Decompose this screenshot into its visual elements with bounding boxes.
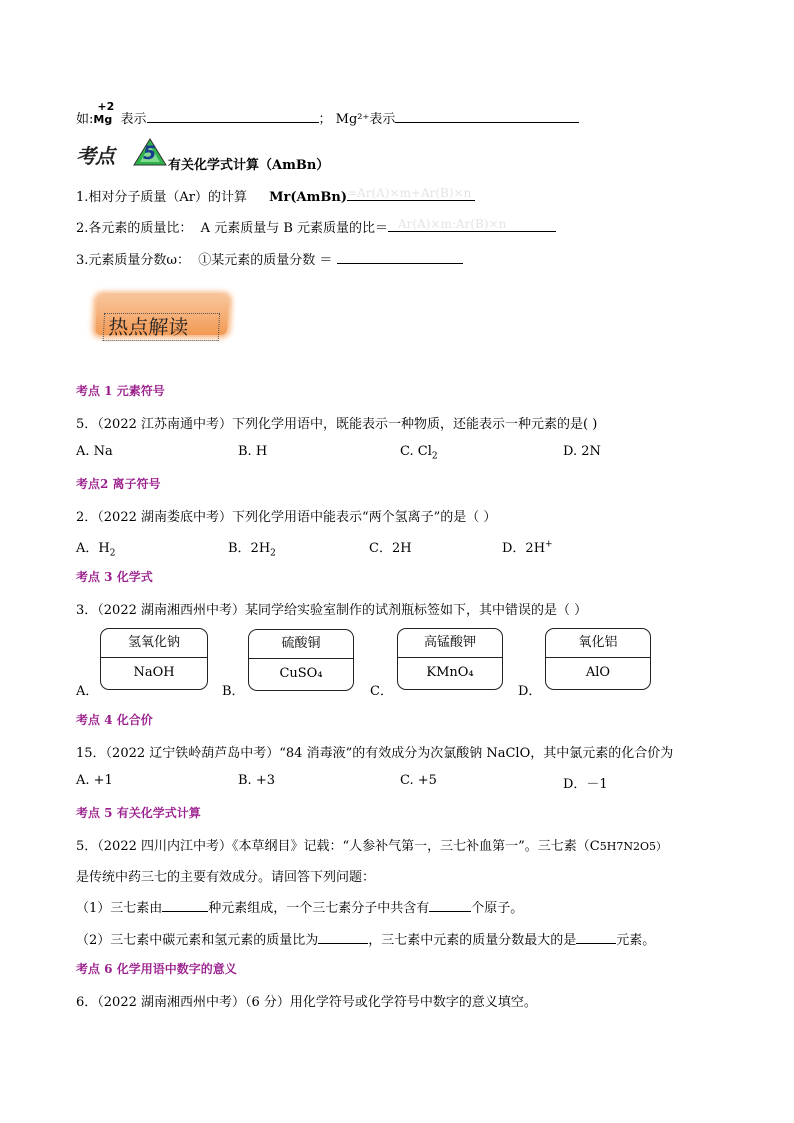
q2-b-text: B．2H [228, 541, 271, 556]
reagent-label-c[interactable] [397, 628, 503, 690]
q5-stem-formula: 5H7N2O5） [599, 840, 667, 853]
represents-label-2: 表示 [369, 112, 396, 127]
question-3-option-a[interactable]: A． [76, 684, 99, 699]
q5-sub1-c: 个原子。 [471, 901, 524, 916]
formula-item-1 [76, 186, 475, 205]
hot-topic-background [95, 295, 229, 339]
question-6-stem: 6．（2022 湖南湘西州中考）（6 分）用化学符号或化学符号中数字的意义填空。 [76, 995, 537, 1010]
item1-blank[interactable] [347, 188, 475, 201]
topic-label-4: 考点 4 化合价 [76, 713, 153, 727]
question-4-option-c[interactable]: C. +5 [400, 773, 437, 788]
section5-title: 有关化学式计算（AmBn） [168, 158, 330, 173]
reagent-name-c: 高锰酸钾 [398, 629, 502, 658]
question-5-stem-line2: 是传统中药三七的主要有效成分。请回答下列问题： [76, 870, 376, 885]
badge-number: 5 [143, 142, 157, 164]
q5-blank-3[interactable] [318, 931, 368, 944]
q2-a-sub: 2 [109, 548, 116, 559]
reagent-label-d[interactable] [545, 628, 651, 690]
item2-text: A 元素质量与 B 元素质量的比＝ [200, 221, 389, 236]
item3-text: ①某元素的质量分数 ＝ [198, 253, 333, 268]
question-3-stem: 3．（2022 湖南湘西州中考）某同学给实验室制作的试剂瓶标签如下，其中错误的是（ ） [76, 603, 588, 618]
formula-item-3 [76, 249, 463, 268]
topic-label-5: 考点 5 有关化学式计算 [76, 806, 201, 820]
question-3-option-b[interactable]: B． [222, 684, 245, 699]
represents-label-1: 表示 [120, 112, 147, 127]
question-5-part-2 [76, 929, 655, 948]
item3-label: 3.元素质量分数ω： [76, 253, 191, 268]
topic-label-3: 考点 3 化学式 [76, 570, 153, 584]
item2-blank[interactable] [388, 219, 556, 232]
q2-d-sup: + [545, 539, 553, 550]
q5-sub2-a: （2）三七素中碳元素和氢元素的质量比为 [76, 933, 319, 948]
blank-1[interactable] [147, 110, 319, 123]
question-4-option-b[interactable]: B. +3 [238, 773, 275, 788]
reagent-formula-b: CuSO₄ [279, 666, 323, 681]
question-2-option-b[interactable] [228, 537, 276, 559]
item1-faint-answer: =Ar(A)×m+Ar(B)×n [346, 186, 472, 200]
q2-a-text: A．H [76, 541, 110, 556]
badge-text: 考点 [76, 144, 114, 168]
question-3-option-c[interactable]: C． [370, 684, 393, 699]
item3-blank[interactable] [337, 251, 463, 264]
q2-d-text: D．2H [502, 541, 546, 556]
q5-blank-2[interactable] [429, 899, 471, 912]
item1-formula: Mr(AmBn) [269, 190, 347, 205]
reagent-formula-a: NaOH [133, 665, 175, 680]
item2-faint-answer: Ar(A)×m:Ar(B)×n [398, 217, 507, 231]
reagent-label-b[interactable] [248, 629, 354, 691]
formula-item-2 [76, 217, 556, 236]
reagent-name-b: 硫酸铜 [249, 630, 353, 659]
kaodian-5-badge [76, 137, 168, 167]
reagent-label-a[interactable] [100, 628, 208, 690]
q5-sub1-b: 种元素组成，一个三七素分子中共含有 [208, 901, 430, 916]
question-4-option-a[interactable]: A. +1 [76, 773, 113, 788]
question-4-option-d[interactable]: D．－1 [563, 777, 608, 792]
reagent-name-a: 氢氧化钠 [101, 629, 207, 658]
topic-label-1: 考点 1 元素符号 [76, 384, 165, 398]
q5-stem-text: 5．（2022 四川内江中考）《本草纲目》记载：“人参补气第一，三七补血第一”。三七素（C [76, 839, 600, 854]
example-line [76, 100, 579, 127]
q2-b-sub: 2 [270, 548, 276, 559]
mg-charge: +2 [97, 100, 115, 113]
question-1-stem: 5．（2022 江苏南通中考）下列化学用语中，既能表示一种物质，还能表示一种元素的是( ) [76, 417, 598, 432]
question-2-option-c[interactable]: C．2H [369, 541, 412, 556]
question-1-option-d[interactable]: D. 2N [563, 444, 601, 459]
q5-sub2-c: 元素。 [616, 933, 656, 948]
topic-label-6: 考点 6 化学用语中数字的意义 [76, 962, 237, 976]
question-3-option-d[interactable]: D． [518, 684, 542, 699]
question-1-option-a[interactable]: A. Na [76, 444, 113, 459]
semicolon: ； [318, 112, 332, 127]
option-c-text: C. Cl [400, 444, 432, 459]
question-2-stem: 2．（2022 湖南娄底中考）下列化学用语中能表示“两个氢离子”的是（ ） [76, 510, 497, 525]
question-1-option-c[interactable] [400, 444, 438, 462]
question-2-option-d[interactable] [502, 537, 553, 556]
topic-label-2: 考点2 离子符号 [76, 477, 161, 491]
reagent-formula-c: KMnO₄ [426, 665, 474, 680]
q5-sub1-a: （1）三七素由 [76, 901, 163, 916]
blank-2[interactable] [395, 110, 579, 123]
question-5-part-1 [76, 897, 523, 916]
reagent-formula-d: AlO [585, 665, 611, 680]
item1-label: 1.相对分子质量（Ar）的计算 [76, 190, 248, 205]
hot-topic-title: 热点解读 [103, 313, 220, 341]
reagent-name-d: 氧化铝 [546, 629, 650, 658]
q5-blank-4[interactable] [576, 931, 616, 944]
q5-blank-1[interactable] [162, 899, 208, 912]
mg-valence [93, 100, 115, 126]
question-2-option-a[interactable] [76, 537, 115, 559]
option-c-sub: 2 [431, 451, 438, 462]
hot-topic-banner [88, 287, 238, 349]
mg-ion: Mg²⁺ [335, 112, 370, 127]
question-4-stem: 15．（2022 辽宁铁岭葫芦岛中考）“84 消毒液”的有效成分为次氯酸钠 NaClO，其中氯元素的化合价为 [76, 746, 674, 761]
question-5-stem [76, 835, 667, 854]
example-prefix: 如: [76, 112, 94, 127]
mg-symbol: Mg [93, 113, 113, 126]
q5-sub2-b: ，三七素中元素的质量分数最大的是 [368, 933, 577, 948]
question-1-option-b[interactable]: B. H [238, 444, 268, 459]
item2-label: 2.各元素的质量比： [76, 221, 193, 236]
